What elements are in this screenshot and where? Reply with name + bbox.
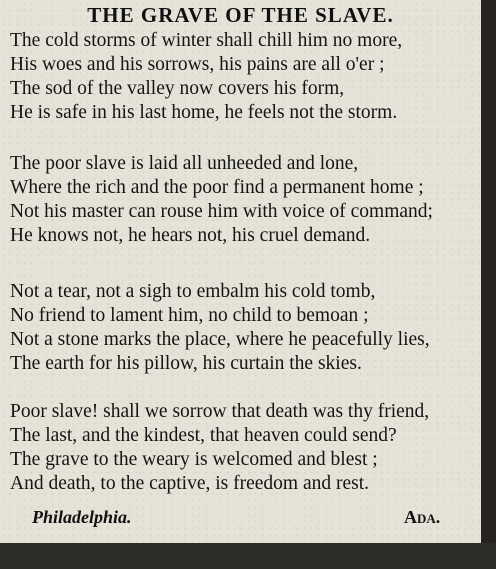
stanza: [10, 400, 429, 496]
poem-line: The cold storms of winter shall chill him no more,: [10, 30, 403, 51]
poem-line: The last, and the kindest, that heaven could send?: [10, 425, 397, 446]
poem-line: Not a tear, not a sigh to embalm his cold tomb,: [10, 281, 376, 302]
scan-edge-bottom: [0, 543, 496, 569]
poem-line: The earth for his pillow, his curtain the skies.: [10, 353, 362, 374]
poem-title: THE GRAVE OF THE SLAVE.: [87, 3, 394, 27]
poem-line: Poor slave! shall we sorrow that death was thy friend,: [10, 401, 430, 422]
poem-line: The sod of the valley now covers his form,: [10, 78, 345, 99]
signature-author: Ada.: [404, 507, 441, 527]
poem-line: Where the rich and the poor find a permanent home ;: [10, 177, 424, 198]
poem-line: His woes and his sorrows, his pains are all o'er ;: [10, 54, 385, 75]
stanza: [10, 152, 433, 248]
poem-line: And death, to the captive, is freedom and rest.: [10, 473, 370, 494]
poem-line: Not his master can rouse him with voice of command;: [10, 201, 433, 222]
poem-line: The grave to the weary is welcomed and blest ;: [10, 449, 378, 470]
poem-line: The poor slave is laid all unheeded and lone,: [10, 153, 359, 174]
signature-place: Philadelphia.: [32, 507, 132, 527]
stanza: [10, 280, 430, 376]
scan-edge-right: [481, 0, 496, 569]
poem-line: Not a stone marks the place, where he peacefully lies,: [10, 329, 430, 350]
poem-line: He is safe in his last home, he feels not the storm.: [10, 102, 398, 123]
stanza: [10, 29, 402, 125]
poem-line: No friend to lament him, no child to bemoan ;: [10, 305, 369, 326]
poem-line: He knows not, he hears not, his cruel demand.: [10, 225, 371, 246]
